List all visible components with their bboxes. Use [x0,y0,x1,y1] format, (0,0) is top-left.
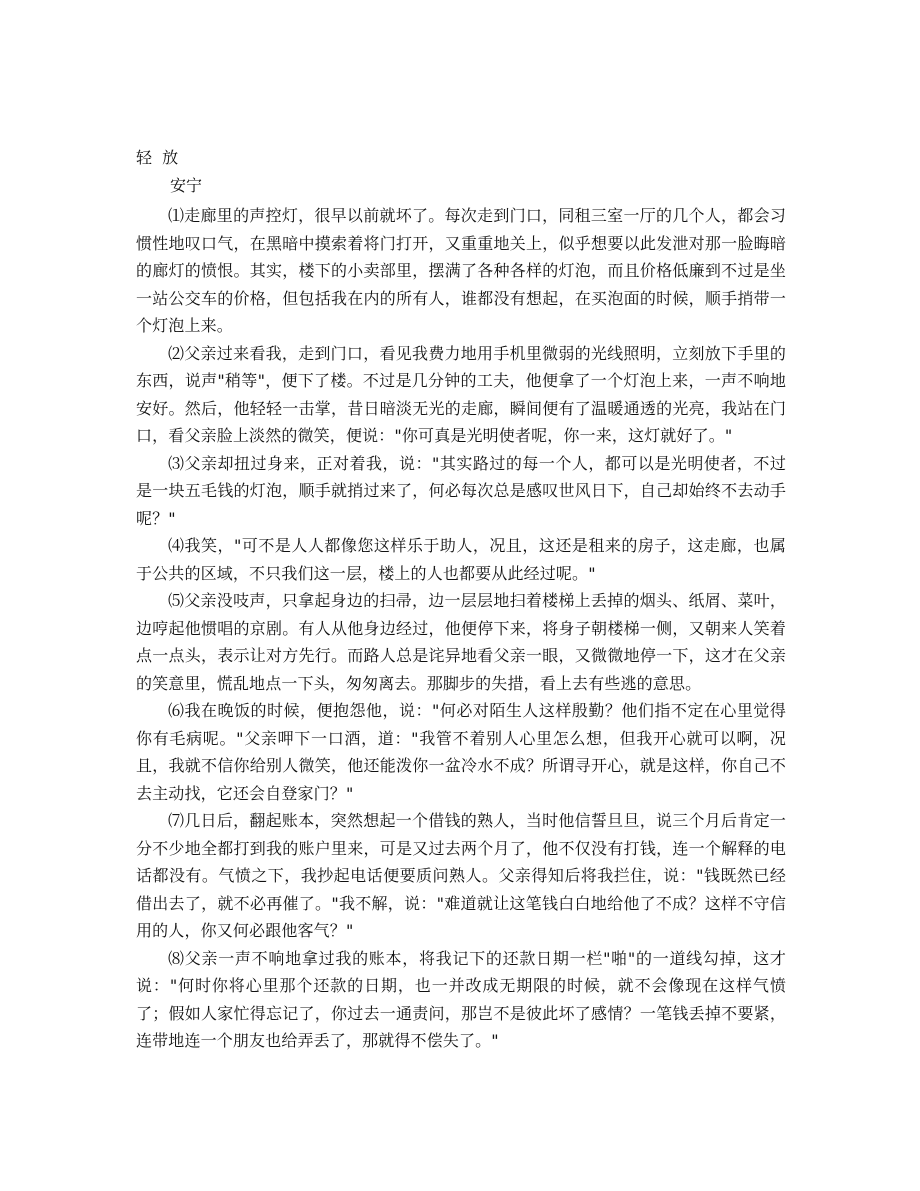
paragraph-3: ⑶父亲却扭过身来，正对着我，说："其实路过的每一个人，都可以是光明使者，不过是一块五毛钱的灯泡，顺手就捎过来了，何必每次总是感叹世风日下，自己却始终不去动手呢？" [136,453,786,528]
paragraph-1: ⑴走廊里的声控灯，很早以前就坏了。每次走到门口，同租三室一厅的几个人，都会习惯性地叹口气，在黑暗中摸索着将门打开，又重重地关上，似乎想要以此发泄对那一脸晦暗的廊灯的愤恨。其实，楼下的小卖部里，摆满了各种各样的灯泡，而且价格低廉到不过是坐一站公交车的价格，但包括我在内的所有人，谁都没有想起，在买泡面的时候，顺手捎带一个灯泡上来。 [136,206,786,335]
article-body [136,202,786,1055]
paragraph-5: ⑸父亲没吱声，只拿起身边的扫帚，边一层层地扫着楼梯上丢掉的烟头、纸屑、菜叶，边哼起他惯唱的京剧。有人从他身边经过，他便停下来，将身子朝楼梯一侧，又朝来人笑着点一点头，表示让对方先行。而路人总是诧异地看父亲一眼，又微微地停一下，这才在父亲的笑意里，慌乱地点一下头，匆匆离去。那脚步的失措，看上去有些逃的意思。 [136,591,786,693]
author-name: 安宁 [170,176,203,195]
paragraph-2: ⑵父亲过来看我，走到门口，看见我费力地用手机里微弱的光线照明，立刻放下手里的东西，说声"稍等"，便下了楼。不过是几分钟的工夫，他便拿了一个灯泡上来，一声不响地安好。然后，他轻轻一击掌，昔日暗淡无光的走廊，瞬间便有了温暖通透的光亮，我站在门口，看父亲脸上淡然的微笑，便说："你可真是光明使者呢，你一来，这灯就好了。" [136,343,786,445]
paragraph-7: ⑺几日后，翻起账本，突然想起一个借钱的熟人，当时他信誓旦旦，说三个月后肯定一分不少地全都打到我的账户里来，可是又过去两个月了，他不仅没有打钱，连一个解释的电话都没有。气愤之下，我抄起电话便要质问熟人。父亲得知后将我拦住，说："钱既然已经借出去了，就不必再催了。"我不解，说："难道就让这笔钱白白地给他了不成？这样不守信用的人，你又何必跟他客气？" [136,811,786,940]
paragraph-8: ⑻父亲一声不响地拿过我的账本，将我记下的还款日期一栏"啪"的一道线勾掉，这才说："何时你将心里那个还款的日期，也一并改成无期限的时候，就不会像现在这样气愤了；假如人家忙得忘记了，你过去一通责问，那岂不是彼此坏了感情？一笔钱丢掉不要紧，连带地连一个朋友也给弄丢了，那就得不偿失了。" [136,948,786,1050]
paragraph-4: ⑷我笑，"可不是人人都像您这样乐于助人，况且，这还是租来的房子，这走廊，也属于公共的区域，不只我们这一层，楼上的人也都要从此经过呢。" [136,536,786,583]
paragraph-6: ⑹我在晚饭的时候，便抱怨他，说："何必对陌生人这样殷勤？他们指不定在心里觉得你有毛病呢。"父亲呷下一口酒，道："我管不着别人心里怎么想，但我开心就可以啊，况且，我就不信你给别人微笑，他还能泼你一盆冷水不成？所谓寻开心，就是这样，你自己不去主动找，它还会自登家门？" [136,701,786,803]
document-title: 轻 放 [136,148,179,167]
